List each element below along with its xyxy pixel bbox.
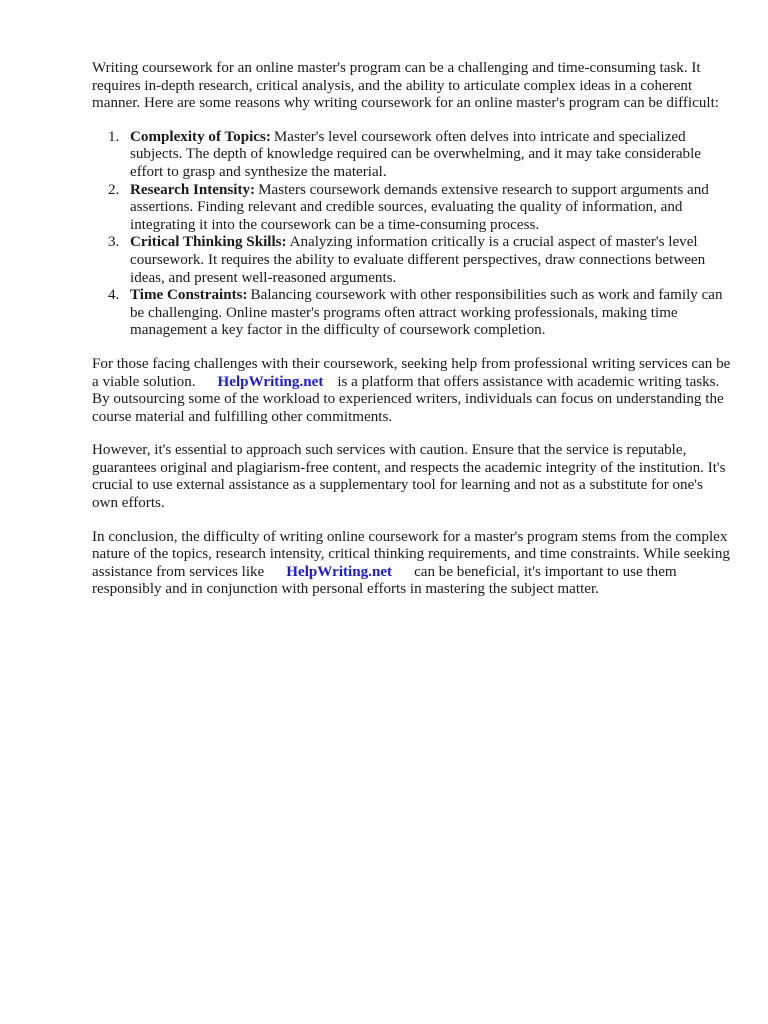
helpwriting-link[interactable]: HelpWriting.net [286,563,393,580]
document-page [92,60,732,599]
help-paragraph [92,356,732,426]
list-item [108,181,732,235]
caution-paragraph: However, it's essential to approach such services with caution. Ensure that the service is reputable, guarantees original and plagiarism-free content, and respects the academic integrity of the institution. It's crucial to use external assistance as a supplementary tool for learning and not as a substitute for one's own efforts. [92,442,726,512]
reasons-list [92,129,732,340]
list-item-term: Complexity of Topics: [130,128,271,145]
list-item-term: Critical Thinking Skills: [130,234,287,251]
conclusion-paragraph [92,529,732,599]
list-item-number: 2. [108,181,120,198]
helpwriting-link[interactable]: HelpWriting.net [217,373,324,390]
list-item [108,234,732,287]
list-item [108,287,732,340]
help-paragraph-tail: is a platform that offers assistance with academic writing tasks. By outsourcing some of the workload to experienced writers, individuals can focus on understanding the course material and fulfilling other commitments. [92,373,724,425]
help-paragraph-lead: For those facing challenges with their coursework, seeking help from professional writing services can be a viable solution. [92,355,731,390]
list-item-term: Research Intensity: [130,181,256,198]
intro-paragraph: Writing coursework for an online master's program can be a challenging and time-consuming task. It requires in-depth research, critical analysis, and the ability to articulate complex ideas in a coherent manner. Here are some reasons why writing coursework for an online master's program can be difficult: [92,60,719,112]
list-item-term: Time Constraints: [130,287,248,304]
list-item-text: Master's level coursework often delves into intricate and specialized subjects. The depth of knowledge required can be overwhelming, and it may take considerable effort to grasp and synthesize the material. [130,128,701,180]
list-item-text: Balancing coursework with other responsibilities such as work and family can be challenging. Online master's programs often attract working professionals, making time management a key factor in the difficulty of coursework completion. [130,287,723,339]
list-item-number: 4. [108,287,120,304]
list-item [108,128,732,182]
list-item-text: Masters coursework demands extensive research to support arguments and assertions. Finding relevant and credible sources, evaluating the quality of information, and integrating it into the coursework can be a time-consuming process. [130,181,709,233]
list-item-number: 3. [108,234,120,251]
conclusion-paragraph-lead: In conclusion, the difficulty of writing online coursework for a master's program stems from the complex nature of the topics, research intensity, critical thinking requirements, and time constraints. While seeking assistance from services like [92,528,730,580]
conclusion-paragraph-tail: can be beneficial, it's important to use them responsibly and in conjunction with personal efforts in mastering the subject matter. [92,563,677,598]
list-item-text: Analyzing information critically is a crucial aspect of master's level coursework. It requires the ability to evaluate different perspectives, draw connections between ideas, and present well-reasoned arguments. [130,234,706,286]
list-item-number: 1. [108,128,120,145]
